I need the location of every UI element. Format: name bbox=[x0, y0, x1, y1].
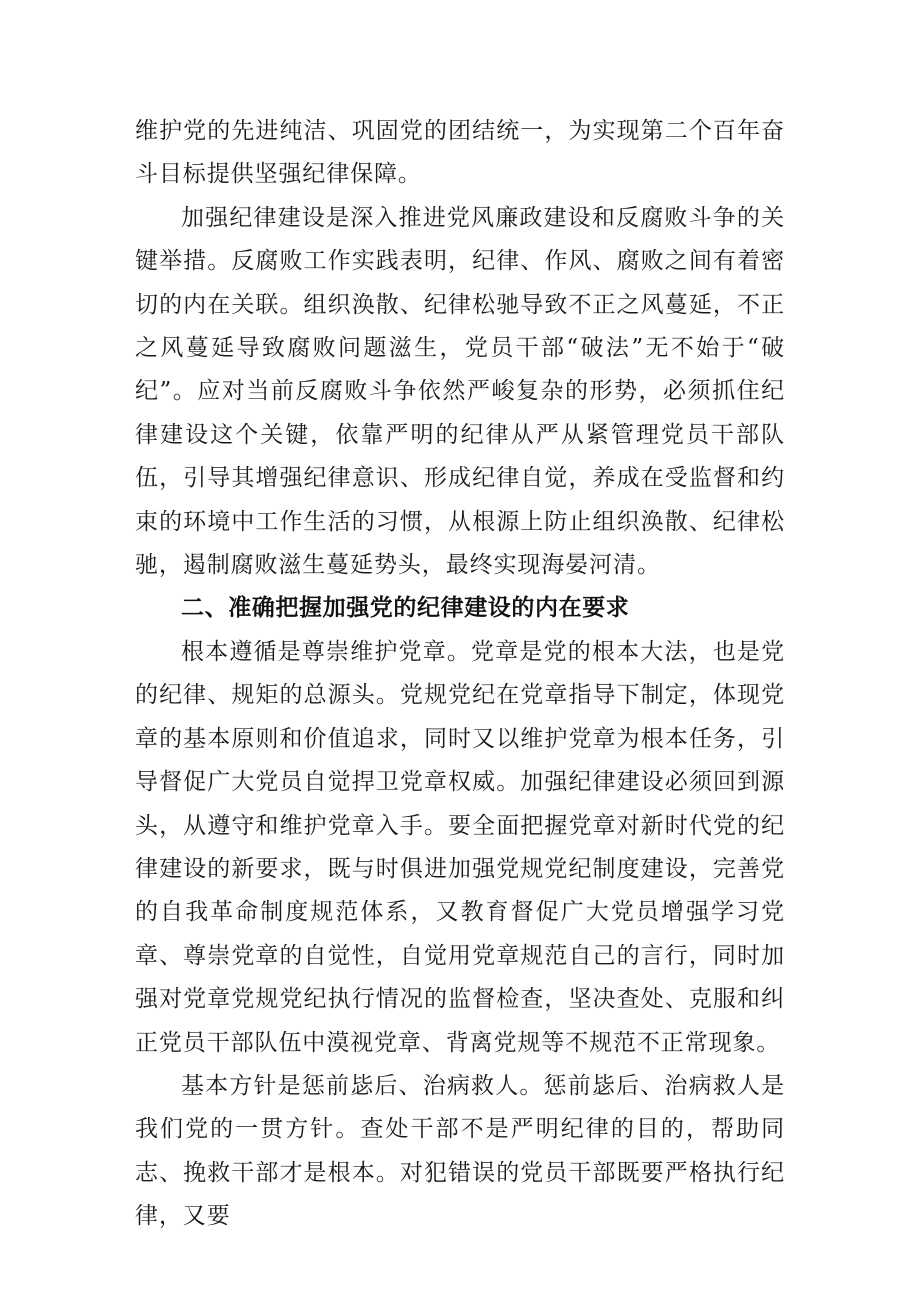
document-body bbox=[135, 110, 785, 1239]
section-heading: 二、准确把握加强党的纪律建设的内在要求 bbox=[181, 595, 630, 622]
paragraph-party-constitution: 根本遵循是尊崇维护党章。党章是党的根本大法，也是党的纪律、规矩的总源头。党规党纪在党章指导下制定，体现党章的基本原则和价值追求，同时又以维护党章为根本任务，引导督促广大党员自觉捍卫党章权威。加强纪律建设必须回到源头，从遵守和维护党章入手。要全面把握党章对新时代党的纪律建设的新要求，既与时俱进加强党规党纪制度建设，完善党的自我革命制度规范体系，又教育督促广大党员增强学习党章、尊崇党章的自觉性，自觉用党章规范自己的言行，同时加强对党章党规党纪执行情况的监督检查，坚决查处、克服和纠正党员干部队伍中漠视党章、背离党规等不规范不正常现象。 bbox=[135, 638, 785, 1056]
paragraph-discipline-construction: 加强纪律建设是深入推进党风廉政建设和反腐败斗争的关键举措。反腐败工作实践表明，纪律、作风、腐败之间有着密切的内在关联。组织涣散、纪律松驰导致不正之风蔓延，不正之风蔓延导致腐败问题滋生，党员干部“破法”无不始于“破纪”。应对当前反腐败斗争依然严峻复杂的形势，必须抓住纪律建设这个关键，依靠严明的纪律从严从紧管理党员干部队伍，引导其增强纪律意识、形成纪律自觉，养成在受监督和约束的环境中工作生活的习惯，从根源上防止组织涣散、纪律松驰，遏制腐败滋生蔓延势头，最终实现海晏河清。 bbox=[135, 204, 785, 579]
paragraph-continuation: 维护党的先进纯洁、巩固党的团结统一，为实现第二个百年奋斗目标提供坚强纪律保障。 bbox=[135, 118, 785, 188]
paragraph-basic-policy: 基本方针是惩前毖后、治病救人。惩前毖后、治病救人是我们党的一贯方针。查处干部不是严明纪律的目的，帮助同志、挽救干部才是根本。对犯错误的党员干部既要严格执行纪律，又要 bbox=[135, 1072, 785, 1230]
